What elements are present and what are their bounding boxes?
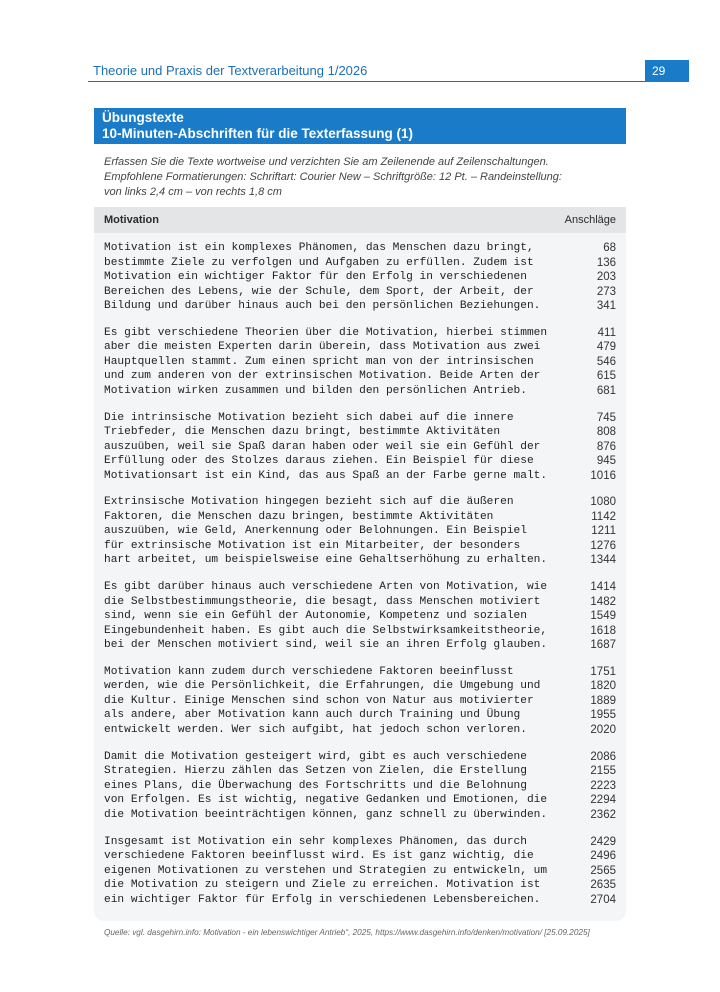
- line-text: hart arbeitet, um beispielsweise eine Gehaltserhöhung zu erhalten.: [104, 554, 548, 567]
- text-line: [94, 241, 626, 256]
- text-line: [94, 609, 626, 624]
- line-text: die Motivation zu steigern und Ziele zu erreichen. Motivation ist: [104, 879, 541, 892]
- page-number: 29: [645, 60, 689, 82]
- exercise-paragraph: [94, 326, 626, 399]
- exercise-paragraph: [94, 495, 626, 568]
- exercise-paragraphs: [94, 241, 626, 919]
- line-text: Extrinsische Motivation hingegen bezieht sich auf die äußeren: [104, 496, 514, 509]
- line-text: von Erfolgen. Es ist wichtig, negative Gedanken und Emotionen, die: [104, 794, 548, 807]
- text-line: [94, 624, 626, 639]
- text-line: [94, 595, 626, 610]
- text-line: [94, 665, 626, 680]
- line-text: Die intrinsische Motivation bezieht sich dabei auf die innere: [104, 411, 514, 424]
- exercise-paragraph: [94, 580, 626, 653]
- text-line: [94, 440, 626, 455]
- keystroke-count: 1482: [590, 595, 616, 608]
- text-line: [94, 764, 626, 779]
- keystrokes-header: Anschläge: [564, 214, 616, 226]
- keystroke-count: 2223: [590, 779, 616, 792]
- line-text: Bereichen des Lebens, wie der Schule, dem Sport, der Arbeit, der: [104, 285, 534, 298]
- keystroke-count: 615: [596, 370, 616, 383]
- line-text: eines Plans, die Überwachung des Fortschritts und die Belohnung: [104, 779, 527, 792]
- keystroke-count: 136: [596, 256, 616, 269]
- keystroke-count: 1889: [590, 694, 616, 707]
- text-line: [94, 864, 626, 879]
- keystroke-count: 1142: [591, 510, 616, 523]
- line-text: Motivation kann zudem durch verschiedene Faktoren beeinflusst: [104, 665, 514, 678]
- line-text: Bildung und darüber hinaus auch bei den persönlichen Beziehungen.: [104, 300, 541, 312]
- keystroke-count: 68: [603, 242, 616, 254]
- line-text: Damit die Motivation gesteigert wird, gibt es auch verschiedene: [104, 750, 527, 763]
- text-line: [94, 539, 626, 554]
- text-line: [94, 454, 626, 469]
- text-line: [94, 256, 626, 271]
- text-line: [94, 638, 626, 653]
- keystroke-count: 945: [596, 455, 616, 468]
- keystroke-count: 1549: [590, 610, 616, 623]
- text-line: [94, 411, 626, 426]
- line-text: Strategien. Hierzu zählen das Setzen von Zielen, die Erstellung: [104, 765, 527, 778]
- text-line: [94, 808, 626, 823]
- line-text: als andere, aber Motivation kann auch durch Training und Übung: [104, 709, 521, 722]
- keystroke-count: 1955: [590, 709, 616, 722]
- exercise-paragraph: [94, 411, 626, 484]
- keystroke-count: 411: [597, 326, 616, 339]
- keystroke-count: 1080: [590, 496, 616, 509]
- line-text: bei der Menschen motiviert sind, weil sie an ihren Erfolg glauben.: [104, 639, 548, 652]
- line-text: die Kultur. Einige Menschen sind schon von Natur aus motivierter: [104, 694, 534, 707]
- text-line: [94, 355, 626, 370]
- keystroke-count: 341: [596, 300, 616, 312]
- line-text: verschiedene Faktoren beeinflusst wird. Es ist ganz wichtig, die: [104, 850, 534, 863]
- line-text: aber die meisten Experten darin überein, dass Motivation aus zwei: [104, 341, 541, 354]
- text-line: [94, 425, 626, 440]
- text-line: [94, 779, 626, 794]
- line-text: Motivationsart ist ein Kind, das aus Spaß an der Farbe gerne malt.: [104, 469, 548, 482]
- text-line: [94, 708, 626, 723]
- keystroke-count: 2020: [590, 723, 616, 736]
- line-text: entwickelt werden. Wer sich aufgibt, hat jedoch schon verloren.: [104, 723, 527, 736]
- keystroke-count: 2155: [590, 765, 616, 778]
- text-line: [94, 384, 626, 399]
- exercise-text-box: [94, 207, 626, 921]
- text-line: [94, 679, 626, 694]
- text-line: [94, 878, 626, 893]
- exercise-paragraph: [94, 835, 626, 908]
- line-text: Motivation ein wichtiger Faktor für den Erfolg in verschiedenen: [104, 271, 527, 283]
- keystroke-count: 273: [596, 285, 616, 298]
- instruction-line: Empfohlene Formatierungen: Schriftart: Courier New – Schriftgröße: 12 Pt. – Randeinstellung:: [104, 171, 562, 183]
- keystroke-count: 2362: [590, 808, 616, 821]
- exercise-paragraph: [94, 750, 626, 823]
- text-line: [94, 723, 626, 738]
- keystroke-count: 1276: [590, 539, 616, 552]
- line-text: auszuüben, weil sie Spaß daran haben oder weil sie ein Gefühl der: [104, 440, 541, 453]
- text-line: [94, 580, 626, 595]
- line-text: die Selbstbestimmungstheorie, die besagt, dass Menschen motiviert: [104, 595, 541, 608]
- text-line: [94, 793, 626, 808]
- line-text: werden, wie die Persönlichkeit, die Erfahrungen, die Umgebung und: [104, 680, 541, 693]
- line-text: Erfüllung oder des Stolzes daraus ziehen. Ein Beispiel für diese: [104, 455, 534, 468]
- line-text: Es gibt darüber hinaus auch verschiedene Arten von Motivation, wie: [104, 581, 548, 594]
- line-text: Faktoren, die Menschen dazu bringen, bestimmte Aktivitäten: [104, 510, 494, 523]
- keystroke-count: 1211: [591, 525, 616, 538]
- instruction-line: von links 2,4 cm – von rechts 1,8 cm: [104, 186, 282, 198]
- text-line: [94, 495, 626, 510]
- keystroke-count: 203: [596, 271, 616, 283]
- text-line: [94, 326, 626, 341]
- keystroke-count: 1414: [590, 581, 616, 594]
- line-text: bestimmte Ziele zu verfolgen und Aufgaben zu erfüllen. Zudem ist: [104, 256, 534, 269]
- keystroke-count: 1687: [590, 639, 616, 652]
- line-text: ein wichtiger Faktor für Erfolg in verschiedenen Lebensbereichen.: [104, 893, 541, 906]
- keystroke-count: 1016: [590, 469, 616, 482]
- section-title: Übungstexte: [102, 110, 184, 125]
- keystroke-count: 2704: [590, 893, 616, 906]
- text-line: [94, 299, 626, 314]
- line-text: Motivation wirken zusammen und bilden den persönlichen Antrieb.: [104, 384, 527, 397]
- text-line: [94, 849, 626, 864]
- line-text: Es gibt verschiedene Theorien über die Motivation, hierbei stimmen: [104, 326, 548, 339]
- line-text: eigenen Motivationen zu verstehen und Strategien zu entwickeln, um: [104, 864, 548, 877]
- line-text: Hauptquellen stammt. Zum einen spricht man von der intrinsischen: [104, 355, 534, 368]
- keystroke-count: 1751: [590, 665, 616, 678]
- keystroke-count: 2086: [590, 750, 616, 763]
- text-line: [94, 750, 626, 765]
- text-line: [94, 340, 626, 355]
- text-line: [94, 553, 626, 568]
- table-header: [94, 207, 626, 233]
- exercise-paragraph: [94, 665, 626, 738]
- keystroke-count: 479: [596, 341, 616, 354]
- keystroke-count: 1820: [590, 680, 616, 693]
- section-title-bar: [94, 108, 626, 144]
- running-title: Theorie und Praxis der Textverarbeitung 1/2026: [93, 63, 368, 78]
- line-text: Eingebundenheit haben. Es gibt auch die Selbstwirksamkeitstheorie,: [104, 624, 548, 637]
- text-line: [94, 694, 626, 709]
- keystroke-count: 745: [596, 411, 616, 424]
- text-line: [94, 270, 626, 285]
- line-text: Insgesamt ist Motivation ein sehr komplexes Phänomen, das durch: [104, 835, 527, 848]
- keystroke-count: 2635: [590, 879, 616, 892]
- section-subtitle: 10-Minuten-Abschriften für die Texterfassung (1): [102, 126, 414, 141]
- keystroke-count: 876: [596, 440, 616, 453]
- source-citation: Quelle: vgl. dasgehirn.info: Motivation - ein lebenswichtiger Antrieb“, 2025, https://www.dasgehirn.info/denken/motivation/ [25.09.2025]: [104, 928, 590, 937]
- line-text: Triebfeder, die Menschen dazu bringt, bestimmte Aktivitäten: [104, 426, 501, 439]
- keystroke-count: 681: [596, 384, 616, 397]
- text-line: [94, 835, 626, 850]
- line-text: auszuüben, wie Geld, Anerkennung oder Belohnungen. Ein Beispiel: [104, 525, 527, 538]
- keystroke-count: 2496: [590, 850, 616, 863]
- line-text: für extrinsische Motivation ist ein Mitarbeiter, der besonders: [104, 539, 521, 552]
- line-text: Motivation ist ein komplexes Phänomen, das Menschen dazu bringt,: [104, 242, 534, 254]
- keystroke-count: 1344: [590, 554, 616, 567]
- instruction-line: Erfassen Sie die Texte wortweise und verzichten Sie am Zeilenende auf Zeilenschaltungen.: [104, 156, 549, 168]
- topic-header: Motivation: [104, 214, 159, 226]
- keystroke-count: 808: [596, 426, 616, 439]
- text-line: [94, 893, 626, 908]
- line-text: die Motivation beeinträchtigen können, ganz schnell zu überwinden.: [104, 808, 548, 821]
- header-rule: [88, 81, 645, 82]
- instructions: [104, 155, 624, 200]
- line-text: und zum anderen von der extrinsischen Motivation. Beide Arten der: [104, 370, 541, 383]
- text-line: [94, 369, 626, 384]
- exercise-paragraph: [94, 241, 626, 314]
- text-line: [94, 510, 626, 525]
- keystroke-count: 1618: [590, 624, 616, 637]
- keystroke-count: 546: [596, 355, 616, 368]
- text-line: [94, 524, 626, 539]
- keystroke-count: 2429: [590, 835, 616, 848]
- text-line: [94, 469, 626, 484]
- line-text: sind, wenn sie ein Gefühl der Autonomie, Kompetenz und sozialen: [104, 610, 527, 623]
- keystroke-count: 2294: [590, 794, 616, 807]
- keystroke-count: 2565: [590, 864, 616, 877]
- text-line: [94, 285, 626, 300]
